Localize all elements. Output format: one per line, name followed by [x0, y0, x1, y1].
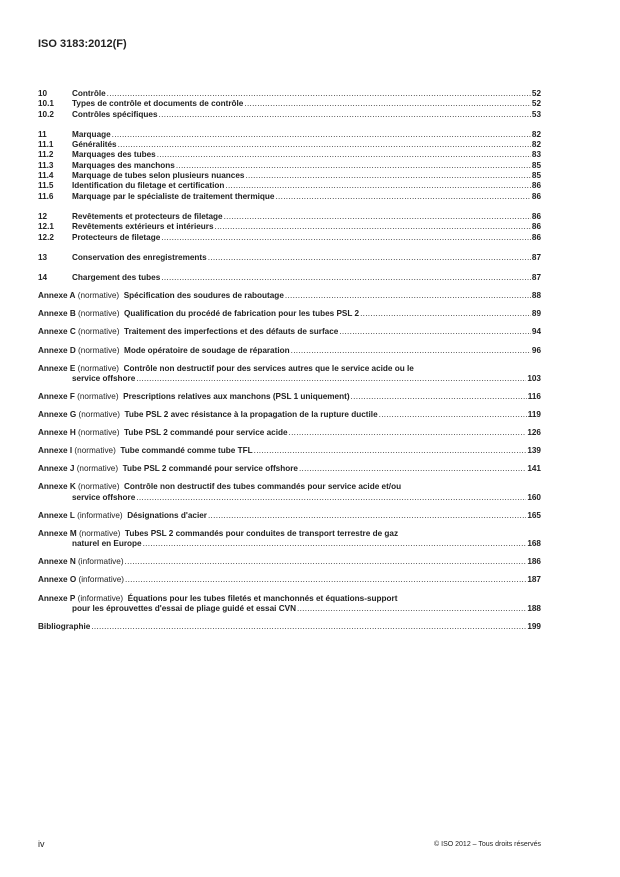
page-number: 85 [531, 171, 541, 181]
annex-label: Annexe G [38, 410, 77, 420]
page-number: 86 [531, 222, 541, 232]
annex-title-continuation: naturel en Europe [72, 539, 142, 549]
page-number: 96 [531, 345, 541, 355]
annex-type: (normative) [78, 309, 120, 319]
toc-entry[interactable] [38, 161, 541, 171]
annex-type: (normative) [78, 410, 120, 420]
page-number: 165 [527, 510, 541, 520]
section-title: Marquage de tubes selon plusieurs nuances [72, 171, 245, 181]
dot-leader [143, 539, 527, 549]
page-number: 186 [527, 557, 541, 567]
page-number: iv [38, 839, 45, 849]
toc-entry[interactable] [38, 171, 541, 181]
annex-title: Qualification du procédé de fabrication pour les tubes PSL 2 [124, 309, 360, 319]
toc-annex-entry[interactable] [38, 446, 541, 456]
dot-leader [275, 192, 530, 202]
page-number: 139 [527, 446, 541, 456]
dot-leader [91, 622, 526, 632]
dot-leader [107, 89, 531, 99]
annex-type: (normative) [74, 446, 116, 456]
page-number: 141 [527, 464, 541, 474]
annex-title: Contrôle non destructif pour des services autres que le service acide ou le [123, 363, 414, 373]
table-of-contents [38, 89, 541, 632]
dot-leader [125, 557, 527, 567]
section-number: 11.4 [38, 171, 54, 181]
page-number: 86 [531, 232, 541, 242]
dot-leader [339, 327, 531, 337]
toc-entry[interactable] [38, 181, 541, 191]
toc-annex-continuation[interactable] [38, 539, 541, 549]
annex-label: Annexe A [38, 291, 76, 301]
section-number: 11.2 [38, 150, 54, 160]
dot-leader [245, 171, 530, 181]
page-number: 82 [531, 140, 541, 150]
toc-bibliography-entry[interactable] [38, 622, 541, 632]
section-number: 10 [38, 89, 48, 98]
page-number: 52 [531, 99, 541, 109]
toc-entry[interactable] [38, 273, 541, 283]
dot-leader [118, 140, 531, 150]
annex-label: Annexe F [38, 392, 75, 402]
toc-annex-entry[interactable] [38, 327, 541, 337]
dot-leader [225, 181, 530, 191]
section-title: Marquage par le spécialiste de traitement thermique [72, 191, 275, 201]
dot-leader [215, 222, 531, 232]
annex-type: (normative) [76, 464, 119, 474]
page-number: 119 [527, 410, 541, 420]
section-number: 11.3 [38, 160, 54, 170]
toc-entry[interactable] [38, 89, 541, 99]
section-title: Contrôle [72, 89, 106, 98]
section-number: 12.1 [38, 222, 54, 232]
dot-leader [208, 511, 526, 521]
toc-annex-entry[interactable] [38, 410, 541, 420]
dot-leader [157, 150, 531, 160]
toc-entry[interactable] [38, 110, 541, 120]
page-number: 160 [527, 492, 541, 502]
annex-type: (informative) [78, 575, 125, 585]
annex-label: Annexe M [38, 528, 77, 538]
page-number: 188 [527, 603, 541, 613]
dot-leader [285, 291, 531, 301]
page-number: 86 [531, 211, 541, 221]
toc-annex-entry[interactable] [38, 575, 541, 585]
section-number: 13 [38, 252, 48, 262]
annex-label: Annexe C [38, 327, 76, 337]
annex-label: Annexe I [38, 446, 73, 456]
section-title: Protecteurs de filetage [72, 232, 161, 242]
annex-type: (normative) [78, 528, 121, 538]
section-number: 11 [38, 129, 47, 139]
section-title: Marquages des manchons [72, 160, 175, 170]
annex-type: (normative) [77, 291, 120, 301]
toc-annex-entry[interactable] [38, 291, 541, 301]
dot-leader [112, 130, 531, 140]
page-number: 82 [531, 129, 541, 139]
section-title: Chargement des tubes [72, 273, 161, 283]
section-title: Types de contrôle et documents de contrôle [72, 99, 244, 109]
page-number: 87 [531, 273, 541, 283]
bibliography-title: Bibliographie [38, 621, 91, 631]
toc-annex-entry[interactable] [38, 482, 541, 492]
page-number: 88 [531, 291, 541, 301]
section-number: 11.1 [38, 140, 54, 150]
annex-title: Équations pour les tubes filetés et manchonnés et équations-support [127, 593, 398, 603]
toc-annex-entry[interactable] [38, 428, 541, 438]
annex-label: Annexe N [38, 557, 76, 567]
annex-type: (normative) [78, 327, 120, 337]
annex-type: (normative) [77, 363, 119, 373]
page-number: 199 [527, 621, 541, 631]
annex-type: (normative) [77, 392, 119, 402]
toc-annex-entry[interactable] [38, 557, 541, 567]
toc-entry[interactable] [38, 222, 541, 232]
section-number: 10.2 [38, 109, 54, 119]
section-title: Généralités [72, 140, 117, 150]
annex-title-continuation: pour les éprouvettes d'essai de pliage guidé et essai CVN [72, 603, 296, 613]
annex-label: Annexe E [38, 363, 76, 373]
toc-annex-entry[interactable] [38, 346, 541, 356]
page-number: 126 [527, 428, 541, 438]
dot-leader [159, 110, 531, 120]
toc-annex-entry[interactable] [38, 364, 541, 374]
toc-annex-entry[interactable] [38, 594, 541, 604]
annex-title: Tube PSL 2 commandé pour service acide [124, 428, 288, 438]
annex-title: Mode opératoire de soudage de réparation [124, 345, 290, 355]
page-number: 168 [527, 539, 541, 549]
annex-label: Annexe H [38, 428, 76, 438]
page-number: 94 [531, 327, 541, 337]
annex-type: (normative) [78, 428, 120, 438]
toc-entry[interactable] [38, 253, 541, 263]
dot-leader [299, 464, 526, 474]
annex-title: Prescriptions relatives aux manchons (PSL 1 uniquement) [123, 392, 350, 402]
page-number: 87 [531, 252, 541, 262]
annex-label: Annexe B [38, 309, 76, 319]
section-number: 11.5 [38, 181, 54, 191]
annex-type: (informative) [77, 510, 123, 520]
annex-label: Annexe D [38, 345, 76, 355]
toc-entry[interactable] [38, 212, 541, 222]
annex-title-continuation: service offshore [72, 492, 136, 502]
toc-annex-continuation[interactable] [38, 604, 541, 614]
dot-leader [224, 212, 531, 222]
page-number: 53 [531, 109, 541, 119]
dot-leader [161, 273, 531, 283]
page-number: 116 [527, 392, 541, 402]
dot-leader [254, 446, 527, 456]
section-number: 12.2 [38, 232, 54, 242]
section-title: Contrôles spécifiques [72, 109, 158, 119]
annex-title-continuation: service offshore [72, 373, 136, 383]
section-title: Identification du filetage et certification [72, 181, 225, 191]
annex-label: Annexe O [38, 575, 77, 585]
page-number: 86 [531, 191, 541, 201]
annex-label: Annexe K [38, 482, 76, 492]
section-title: Marquage [72, 129, 111, 139]
annex-title: Spécification des soudures de raboutage [123, 291, 284, 301]
toc-entry[interactable] [38, 233, 541, 243]
toc-annex-entry[interactable] [38, 464, 541, 474]
dot-leader [125, 575, 526, 585]
section-number: 10.1 [38, 99, 54, 109]
dot-leader [289, 428, 527, 438]
toc-annex-entry[interactable] [38, 511, 541, 521]
dot-leader [244, 99, 531, 109]
dot-leader [291, 346, 531, 356]
dot-leader [360, 309, 531, 319]
page-number: 187 [527, 575, 541, 585]
toc-annex-entry[interactable] [38, 309, 541, 319]
annex-title: Tube PSL 2 avec résistance à la propagation de la rupture ductile [124, 410, 378, 420]
annex-title: Traitement des imperfections et des défauts de surface [124, 327, 339, 337]
toc-entry[interactable] [38, 192, 541, 202]
dot-leader [379, 410, 527, 420]
dot-leader [208, 253, 531, 263]
section-number: 11.6 [38, 191, 54, 201]
section-title: Conservation des enregistrements [72, 252, 207, 262]
page-number: 103 [527, 373, 541, 383]
annex-title: Désignations d'acier [127, 510, 207, 520]
section-number: 14 [38, 273, 48, 283]
toc-annex-continuation[interactable] [38, 493, 541, 503]
page-number: 52 [531, 89, 541, 98]
annex-type: (informative) [78, 557, 124, 567]
annex-title: Tubes PSL 2 commandés pour conduites de transport terrestre de gaz [124, 528, 399, 538]
toc-entry[interactable] [38, 99, 541, 109]
section-title: Marquages des tubes [72, 150, 156, 160]
annex-label: Annexe J [38, 464, 75, 474]
annex-label: Annexe L [38, 510, 75, 520]
page-number: 83 [531, 150, 541, 160]
dot-leader [161, 233, 531, 243]
toc-entry[interactable] [38, 150, 541, 160]
document-header: ISO 3183:2012(F) [38, 38, 127, 50]
toc-annex-entry[interactable] [38, 529, 541, 539]
toc-annex-entry[interactable] [38, 392, 541, 402]
copyright-notice: © ISO 2012 – Tous droits réservés [434, 841, 541, 848]
annex-label: Annexe P [38, 593, 76, 603]
section-number: 12 [38, 211, 48, 221]
annex-type: (informative) [77, 593, 124, 603]
toc-annex-continuation[interactable] [38, 374, 541, 384]
dot-leader [176, 161, 531, 171]
annex-title: Tube commandé comme tube TFL [120, 446, 253, 456]
toc-entry[interactable] [38, 140, 541, 150]
dot-leader [351, 392, 527, 402]
page-number: 85 [531, 160, 541, 170]
section-title: Revêtements extérieurs et intérieurs [72, 222, 214, 232]
page-number: 89 [531, 309, 541, 319]
annex-title: Tube PSL 2 commandé pour service offshore [122, 464, 298, 474]
dot-leader [297, 604, 526, 614]
annex-type: (normative) [78, 345, 120, 355]
annex-type: (normative) [78, 482, 120, 492]
section-title: Revêtements et protecteurs de filetage [72, 211, 223, 221]
dot-leader [136, 374, 526, 384]
annex-title: Contrôle non destructif des tubes commandés pour service acide et/ou [124, 482, 402, 492]
dot-leader [136, 493, 526, 503]
page-number: 86 [531, 181, 541, 191]
toc-entry[interactable] [38, 130, 541, 140]
